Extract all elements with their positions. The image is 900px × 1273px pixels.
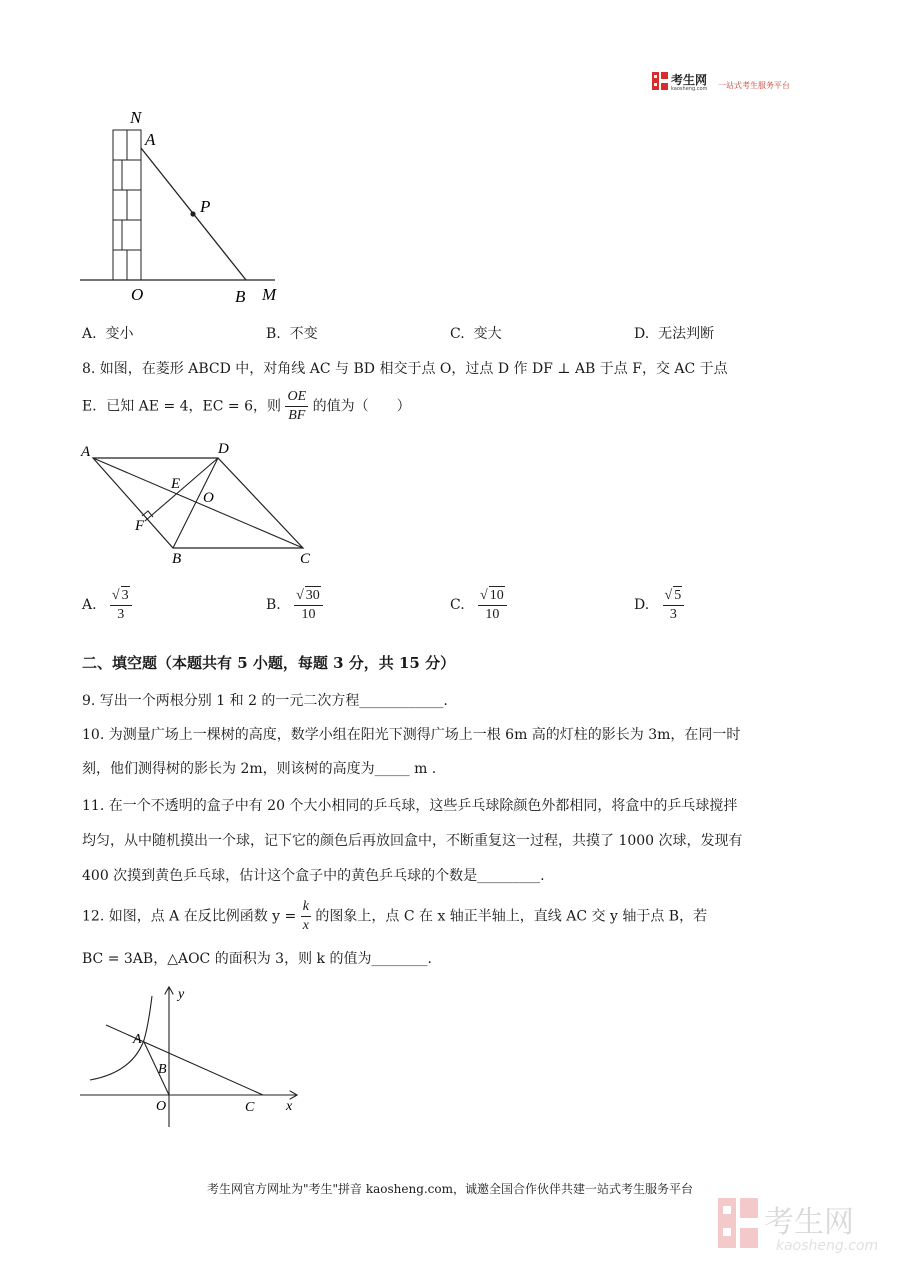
q10-line1: 10. 为测量广场上一棵树的高度，数学小组在阳光下测得广场上一根 6m 高的灯柱的影长为 3m，在同一时 xyxy=(82,727,741,743)
q8-option-d: D. $\frac{√ 5}{3}$ xyxy=(634,586,684,624)
q11-line2: 均匀，从中随机摸出一个球，记下它的颜色后再放回盒中，不断重复这一过程，共摸了 1000 次球，发现有 xyxy=(82,833,743,849)
q9-text: 9. 写出一个两根分别 1 和 2 的一元二次方程____________. xyxy=(82,693,448,709)
page-footer: 考生网官方网址为"考生"拼音 kaosheng.com，诚邀全国合作伙伴共建一站式考生服务平台 xyxy=(206,1182,694,1196)
label-D: D xyxy=(218,441,229,457)
watermark-domain: kaosheng.com xyxy=(776,1238,878,1254)
label-A: A xyxy=(145,130,156,149)
label-A: A xyxy=(133,1032,142,1047)
q7-option-a: A. 变小 xyxy=(82,326,134,342)
label-y: y xyxy=(178,987,185,1002)
label-E: E xyxy=(171,476,181,492)
label-P: P xyxy=(200,197,211,216)
q7-option-b: B. 不变 xyxy=(266,326,318,342)
q8-option-b: B. $\frac{√ 30}{10}$ xyxy=(266,586,323,624)
q7-option-c: C. 变大 xyxy=(450,326,502,342)
diagonal-ac xyxy=(93,458,303,548)
label-N: N xyxy=(130,108,142,127)
watermark-name: 考生网 xyxy=(764,1205,854,1240)
q8-option-a: A. $\frac{√ 3}{3}$ xyxy=(82,586,132,624)
line-ac xyxy=(106,1025,263,1095)
q7-figure xyxy=(80,105,300,310)
q12-figure xyxy=(78,982,308,1132)
label-O: O xyxy=(131,285,144,304)
q12-line2: BC = 3AB，△AOC 的面积为 3，则 k 的值为________. xyxy=(82,951,432,967)
logo-domain: kaosheng.com xyxy=(671,86,708,92)
watermark-logo xyxy=(716,1196,878,1256)
section-2-heading: 二、填空题（本题共有 5 小题，每题 3 分，共 15 分） xyxy=(82,654,456,672)
label-B: B xyxy=(158,1062,167,1077)
q12-line1: 12. 如图，点 A 在反比例函数 y = $\frac{k}{x}$ 的图象上，点 C 在 x 轴正半轴上，直线 AC 交 y 轴于点 B，若 xyxy=(82,899,708,933)
q12-fraction: $\frac{k}{x}$ xyxy=(302,899,309,933)
label-B: B xyxy=(172,551,182,567)
q8-figure xyxy=(78,440,328,570)
q8-line1: 8. 如图，在菱形 ABCD 中，对角线 AC 与 BD 相交于点 O，过点 D 作 DF ⊥ AB 于点 F，交 AC 于点 xyxy=(82,361,728,377)
logo-slogan: 一站式考生服务平台 xyxy=(718,81,790,90)
q11-line3: 400 次摸到黄色乒乓球，估计这个盒子中的黄色乒乓球的个数是_________. xyxy=(82,868,545,884)
label-C: C xyxy=(245,1100,255,1115)
label-O: O xyxy=(156,1099,167,1114)
label-x: x xyxy=(286,1099,293,1114)
q10-line2: 刻，他们测得树的影长为 2m，则该树的高度为_____ m . xyxy=(82,761,437,777)
logo-name: 考生网 xyxy=(671,73,708,87)
label-M: M xyxy=(262,285,277,304)
q11-line1: 11. 在一个不透明的盒子中有 20 个大小相同的乒乓球，这些乒乓球除颜色外都相同，将盒中的乒乓球搅拌 xyxy=(82,798,738,814)
hyperbola-curve xyxy=(90,996,152,1080)
q8-fraction: $\frac{OE}{BF}$ xyxy=(287,389,307,423)
label-B: B xyxy=(235,287,246,306)
q8-line2: E．已知 AE = 4，EC = 6，则 $\frac{OE}{BF}$ 的值为（ ） xyxy=(82,389,411,423)
label-F: F xyxy=(135,518,145,534)
q8-option-c: C. $\frac{√ 10}{10}$ xyxy=(450,586,507,624)
label-O: O xyxy=(203,490,214,506)
q7-option-d: D. 无法判断 xyxy=(634,326,715,342)
point-p xyxy=(190,211,195,216)
label-A: A xyxy=(81,444,91,460)
label-C: C xyxy=(300,551,311,567)
logo-icon xyxy=(652,72,668,90)
